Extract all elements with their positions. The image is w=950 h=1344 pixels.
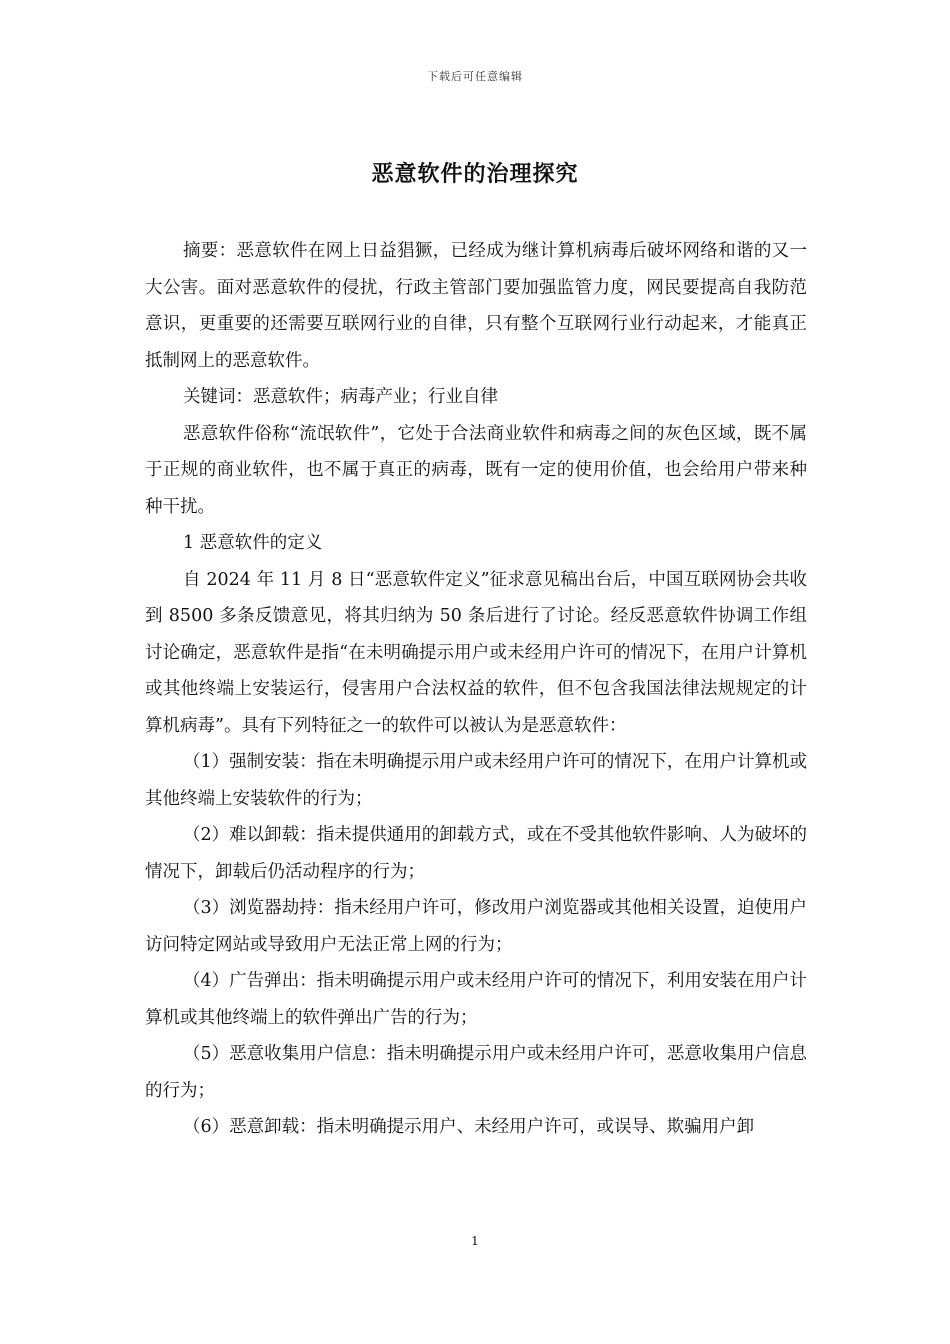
document-title: 恶意软件的治理探究 [371,161,579,187]
list-item-malicious-uninstall: （6）恶意卸载：指未明确提示用户、未经用户许可，或误导、欺骗用户卸 [183,1117,755,1137]
intro-paragraph: 恶意软件俗称“流氓软件”，它处于合法商业软件和病毒之间的灰色区域，既不属于正规的商业软件，也不属于真正的病毒，既有一定的使用价值，也会给用户带来种种干扰。 [145,423,807,517]
list-item-info-collection: （5）恶意收集用户信息：指未明确提示用户或未经用户许可，恶意收集用户信息的行为； [145,1044,807,1101]
list-item-browser-hijack: （3）浏览器劫持：指未经用户许可，修改用户浏览器或其他相关设置，迫使用户访问特定网站或导致用户无法正常上网的行为； [145,898,807,955]
keywords-paragraph: 关键词：恶意软件；病毒产业；行业自律 [183,387,498,407]
list-item-forced-install: （1）强制安装：指在未明确提示用户或未经用户许可的情况下，在用户计算机或其他终端上安装软件的行为； [145,752,807,809]
page-number: 1 [471,1234,479,1248]
abstract-paragraph: 摘要：恶意软件在网上日益猖獗，已经成为继计算机病毒后破坏网络和谐的又一大公害。面对恶意软件的侵扰，行政主管部门要加强监管力度，网民要提高自我防范意识，更重要的还需要互联网行业的自律，只有整个互联网行业行动起来，才能真正抵制网上的恶意软件。 [145,241,807,371]
header-note: 下载后可任意编辑 [427,70,523,83]
definition-paragraph: 自 2024 年 11 月 8 日“恶意软件定义”征求意见稿出台后，中国互联网协会共收到 8500 多条反馈意见，将其归纳为 50 条后进行了讨论。经反恶意软件协调工作组讨论确定，恶意软件是指“在未明确提示用户或未经用户许可的情况下，在用户计算机或其他终端上安装运行，侵害用户合法权益的软件，但不包含我国法律法规规定的计算机病毒”。具有下列特征之一的软件可以被认为是恶意软件： [145,569,807,736]
list-item-hard-uninstall: （2）难以卸载：指未提供通用的卸载方式，或在不受其他软件影响、人为破坏的情况下，卸载后仍活动程序的行为； [145,825,807,882]
list-item-ad-popup: （4）广告弹出：指未明确提示用户或未经用户许可的情况下，利用安装在用户计算机或其他终端上的软件弹出广告的行为； [145,971,807,1028]
document-body [145,233,807,1146]
section-heading: 1 恶意软件的定义 [183,533,323,553]
